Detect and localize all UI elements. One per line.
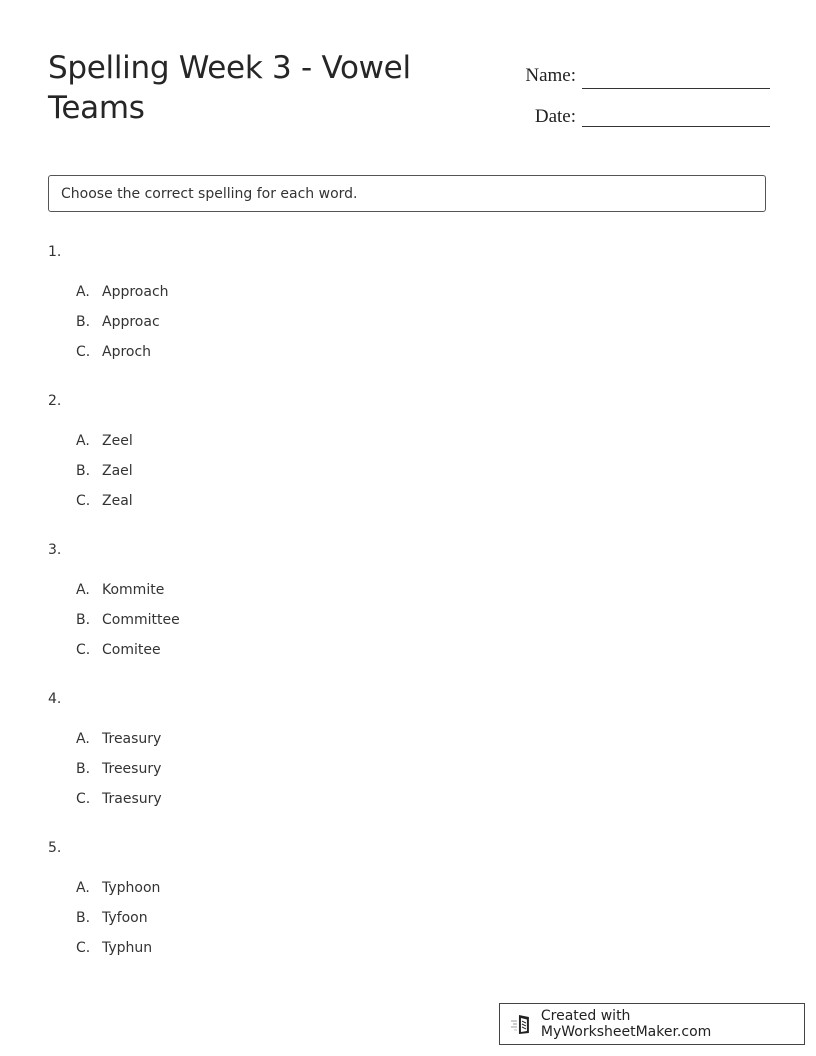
footer-badge[interactable] (499, 1003, 805, 1045)
option-c[interactable] (76, 940, 160, 970)
question-number: 1. (48, 244, 62, 260)
date-field (500, 90, 770, 128)
option-text: Traesury (102, 790, 162, 807)
option-letter: C. (76, 939, 91, 956)
question-number: 5. (48, 840, 62, 856)
options-list (76, 433, 133, 522)
option-letter: C. (76, 641, 91, 658)
question-3 (48, 538, 768, 687)
option-b[interactable] (76, 612, 180, 642)
option-letter: A. (76, 731, 90, 747)
option-letter: A. (76, 433, 90, 449)
option-letter: B. (76, 611, 91, 628)
option-text: Zeel (102, 433, 133, 449)
option-letter: C. (76, 492, 91, 509)
option-letter: A. (76, 582, 90, 598)
option-text: Zeal (102, 492, 133, 509)
options-list (76, 582, 180, 671)
option-letter: A. (76, 284, 90, 300)
question-5 (48, 836, 768, 985)
question-list (48, 240, 768, 985)
date-label: Date: (534, 106, 576, 127)
option-letter: B. (76, 313, 91, 330)
option-b[interactable] (76, 314, 169, 344)
option-letter: B. (76, 462, 91, 479)
option-c[interactable] (76, 791, 162, 821)
option-text: Treasury (102, 731, 162, 747)
option-text: Kommite (102, 582, 165, 598)
option-c[interactable] (76, 344, 169, 374)
option-text: Treesury (102, 760, 162, 777)
option-b[interactable] (76, 761, 162, 791)
option-letter: B. (76, 909, 91, 926)
question-4 (48, 687, 768, 836)
page-title: Spelling Week 3 - Vowel Teams (48, 50, 411, 126)
options-list (76, 731, 162, 820)
option-text: Typhun (102, 939, 153, 956)
date-blank-line[interactable] (582, 102, 770, 127)
option-text: Comitee (102, 641, 161, 658)
option-text: Approac (102, 313, 160, 330)
option-b[interactable] (76, 463, 133, 493)
option-a[interactable] (76, 880, 160, 910)
footer-text: Created with MyWorksheetMaker.com (540, 1008, 712, 1040)
option-c[interactable] (76, 493, 133, 523)
option-text: Committee (102, 611, 180, 628)
name-field (500, 52, 770, 90)
option-a[interactable] (76, 731, 162, 761)
question-number: 4. (48, 691, 62, 707)
name-blank-line[interactable] (582, 64, 770, 89)
question-2 (48, 389, 768, 538)
instructions-text: Choose the correct spelling for each word. (61, 185, 358, 202)
instructions-box (48, 175, 766, 212)
option-letter: B. (76, 760, 91, 777)
option-a[interactable] (76, 284, 169, 314)
option-letter: A. (76, 880, 90, 896)
option-b[interactable] (76, 910, 160, 940)
option-text: Zael (102, 462, 133, 479)
option-letter: C. (76, 343, 91, 360)
option-a[interactable] (76, 433, 133, 463)
options-list (76, 284, 169, 373)
option-text: Aproch (102, 343, 152, 360)
question-number: 2. (48, 393, 62, 409)
worksheet-maker-logo-icon (510, 1012, 534, 1036)
option-letter: C. (76, 790, 91, 807)
option-c[interactable] (76, 642, 180, 672)
option-text: Approach (102, 284, 169, 300)
option-text: Typhoon (102, 880, 161, 896)
question-1 (48, 240, 768, 389)
question-number: 3. (48, 542, 62, 558)
options-list (76, 880, 160, 969)
option-a[interactable] (76, 582, 180, 612)
name-label: Name: (525, 65, 576, 86)
option-text: Tyfoon (102, 909, 148, 926)
student-fields (500, 52, 770, 128)
